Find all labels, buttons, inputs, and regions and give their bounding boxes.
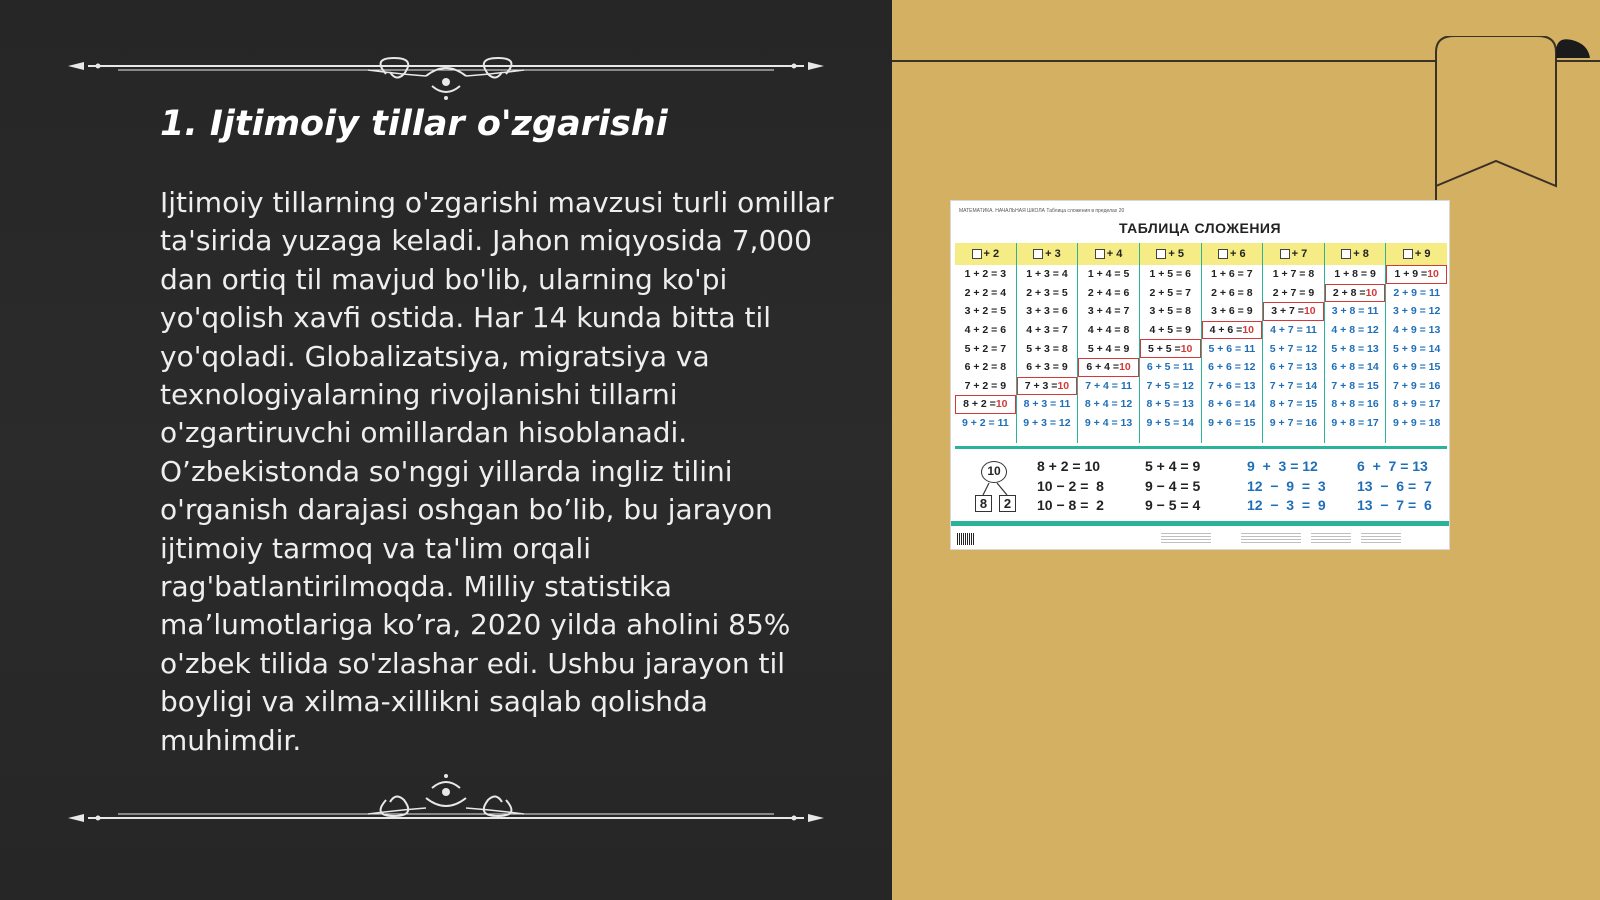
fine-print	[1241, 533, 1301, 543]
table-cell: 9 + 6 = 15	[1208, 417, 1256, 430]
table-cell: 7 + 5 = 12	[1146, 379, 1194, 392]
column-header	[1386, 243, 1447, 265]
table-column	[1017, 243, 1079, 443]
table-cell: 3 + 9 = 12	[1393, 305, 1441, 318]
table-cell: 2 + 8 = 10	[1325, 284, 1386, 303]
table-cell: 1 + 9 = 10	[1386, 265, 1447, 284]
table-cell: 4 + 6 = 10	[1202, 321, 1263, 340]
table-cell: 3 + 8 = 11	[1331, 305, 1379, 318]
table-column	[1140, 243, 1202, 443]
table-cell: 1 + 7 = 8	[1272, 268, 1315, 281]
table-column	[1202, 243, 1264, 443]
number-tree	[969, 453, 1015, 519]
table-cell: 9 + 9 = 18	[1393, 417, 1441, 430]
equation-line: 10 − 2 = 8	[1037, 477, 1104, 494]
column-header-label: + 4	[1106, 248, 1123, 260]
table-cell: 6 + 5 = 11	[1146, 361, 1194, 374]
table-cell: 8 + 4 = 12	[1084, 398, 1133, 411]
table-cell: 6 + 8 = 14	[1331, 361, 1379, 374]
column-header	[1017, 243, 1078, 265]
table-cell: 1 + 4 = 5	[1087, 268, 1130, 281]
table-cell: 9 + 3 = 12	[1023, 417, 1071, 430]
column-header	[1325, 243, 1386, 265]
table-cell: 2 + 4 = 6	[1087, 286, 1130, 299]
checkbox-icon	[1033, 249, 1043, 259]
table-cell: 7 + 2 = 9	[964, 379, 1007, 392]
checkbox-icon	[1095, 249, 1105, 259]
column-header	[955, 243, 1016, 265]
table-cell: 3 + 7 = 10	[1263, 302, 1324, 321]
column-header	[1078, 243, 1139, 265]
column-header-label: + 7	[1291, 248, 1308, 260]
table-column	[1078, 243, 1140, 443]
table-cell: 2 + 7 = 9	[1272, 286, 1315, 299]
table-cell: 2 + 3 = 5	[1026, 286, 1068, 299]
table-cell: 9 + 5 = 14	[1146, 417, 1194, 430]
checkbox-icon	[1156, 249, 1166, 259]
table-cell: 7 + 7 = 14	[1269, 379, 1318, 392]
table-cell: 2 + 2 = 4	[964, 286, 1007, 299]
table-cell: 1 + 6 = 7	[1211, 268, 1253, 281]
column-header	[1263, 243, 1324, 265]
table-cell: 5 + 8 = 13	[1331, 342, 1379, 355]
table-cell: 6 + 3 = 9	[1026, 361, 1068, 374]
tree-right-number: 2	[999, 495, 1016, 512]
addition-grid	[955, 243, 1447, 443]
equation-line: 9 − 5 = 4	[1145, 497, 1201, 513]
fine-print	[1311, 533, 1351, 543]
poster-footer-bar	[951, 521, 1449, 526]
table-cell: 4 + 2 = 6	[964, 324, 1007, 337]
table-cell: 7 + 8 = 15	[1331, 379, 1379, 392]
poster-title: ТАБЛИЦА СЛОЖЕНИЯ	[1118, 220, 1282, 236]
table-cell: 7 + 4 = 11	[1085, 379, 1132, 392]
table-cell: 5 + 6 = 11	[1208, 342, 1256, 355]
table-cell: 7 + 6 = 13	[1208, 379, 1256, 392]
poster-separator	[955, 446, 1447, 449]
table-cell: 6 + 6 = 12	[1208, 361, 1256, 374]
top-ornament-divider	[68, 40, 824, 100]
checkbox-icon	[1341, 249, 1351, 259]
checkbox-icon	[1280, 249, 1290, 259]
column-header-label: + 3	[1045, 248, 1061, 260]
equation-line: 9 − 4 = 5	[1145, 477, 1201, 494]
table-cell: 6 + 9 = 15	[1393, 361, 1441, 374]
equation-group	[1145, 457, 1200, 516]
table-column	[1386, 243, 1447, 443]
column-header-label: + 9	[1414, 248, 1431, 260]
tree-top-number: 10	[981, 461, 1007, 483]
fine-print	[1361, 533, 1401, 543]
table-cell: 5 + 4 = 9	[1087, 342, 1130, 355]
table-column	[955, 243, 1017, 443]
bottom-ornament-divider	[68, 770, 824, 830]
table-cell: 4 + 5 = 9	[1149, 324, 1191, 337]
checkbox-icon	[1403, 249, 1413, 259]
table-column	[1325, 243, 1387, 443]
table-cell: 8 + 6 = 14	[1208, 398, 1256, 411]
table-cell: 2 + 5 = 7	[1149, 286, 1191, 299]
table-cell: 3 + 2 = 5	[964, 305, 1007, 318]
equation-line: 9 + 3 = 12	[1247, 458, 1318, 474]
table-cell: 5 + 9 = 14	[1393, 342, 1441, 355]
table-cell: 2 + 9 = 11	[1393, 286, 1441, 299]
table-cell: 4 + 7 = 11	[1270, 324, 1317, 337]
table-cell: 8 + 8 = 16	[1331, 398, 1379, 411]
addition-table-image	[950, 200, 1450, 550]
table-cell: 9 + 7 = 16	[1269, 417, 1318, 430]
table-cell: 4 + 3 = 7	[1026, 324, 1068, 337]
poster-header-small: МАТЕМАТИКА. НАЧАЛЬНАЯ ШКОЛА Таблица сложения в пределах 20	[959, 208, 1125, 214]
table-cell: 8 + 9 = 17	[1393, 398, 1441, 411]
table-cell: 9 + 8 = 17	[1331, 417, 1379, 430]
table-cell: 7 + 9 = 16	[1393, 379, 1441, 392]
table-cell: 1 + 3 = 4	[1026, 268, 1068, 281]
table-cell: 5 + 2 = 7	[964, 342, 1007, 355]
equation-line: 5 + 4 = 9	[1145, 458, 1201, 474]
equation-line: 13 − 7 = 6	[1357, 497, 1432, 513]
poster-examples	[955, 451, 1447, 521]
table-cell: 3 + 3 = 6	[1026, 305, 1068, 318]
table-cell: 8 + 7 = 15	[1269, 398, 1318, 411]
equation-line: 6 + 7 = 13	[1357, 458, 1428, 474]
table-cell: 8 + 5 = 13	[1146, 398, 1194, 411]
checkbox-icon	[972, 249, 982, 259]
table-cell: 5 + 5 = 10	[1140, 339, 1201, 358]
table-cell: 3 + 4 = 7	[1087, 305, 1130, 318]
table-cell: 5 + 3 = 8	[1026, 342, 1068, 355]
equation-group	[1247, 457, 1326, 516]
table-cell: 3 + 5 = 8	[1149, 305, 1191, 318]
equation-line: 8 + 2 = 10	[1037, 458, 1101, 474]
column-header-label: + 6	[1230, 248, 1246, 260]
table-cell: 7 + 3 = 10	[1017, 377, 1078, 396]
barcode-icon	[957, 533, 975, 545]
table-cell: 6 + 4 = 10	[1078, 358, 1139, 377]
equation-group	[1357, 457, 1432, 516]
table-column	[1263, 243, 1325, 443]
slide-body-text: Ijtimoiy tillarning o'zgarishi mavzusi turli omillar ta'sirida yuzaga keladi. Jahon miqyosida 7,000 dan ortiq til mavjud bo'lib, ularning ko'pi yo'qolish xavfi ostida. Har 14 kunda bitta til yo'qoladi. Globalizatsiya, migratsiya va texnologiyalarning rivojlanishi tillarni o'zgartiruvchi omillardan hisoblanadi. O’zbekistonda so'nggi yillarda ingliz tilini o'rganish darajasi oshgan bo’lib, bu jarayon ijtimoiy tarmoq va ta'lim orqali rag'batlantirilmoqda. Milliy statistika ma’lumotlariga ko’ra, 2020 yilda aholini 85% o'zbek tilida so'zlashar edi. Ushbu jarayon til boyligi va xilma-xillikni saqlab qolishda muhimdir.	[160, 186, 834, 757]
column-header	[1202, 243, 1263, 265]
equation-group	[1037, 457, 1104, 516]
poster-footer	[951, 527, 1449, 549]
table-cell: 1 + 8 = 9	[1334, 268, 1376, 281]
table-cell: 5 + 7 = 12	[1269, 342, 1318, 355]
bookmark-icon	[1430, 36, 1600, 206]
fine-print	[1161, 533, 1211, 543]
column-header-label: + 8	[1353, 248, 1369, 260]
column-header-label: + 5	[1168, 248, 1184, 260]
table-cell: 4 + 9 = 13	[1393, 324, 1441, 337]
equation-line: 10 − 8 = 2	[1037, 497, 1104, 513]
table-cell: 9 + 4 = 13	[1084, 417, 1133, 430]
table-cell: 3 + 6 = 9	[1211, 305, 1253, 318]
slide-title: 1. Ijtimoiy tillar o'zgarishi	[160, 104, 668, 144]
equation-line: 12 − 3 = 9	[1247, 497, 1326, 513]
tree-left-number: 8	[975, 495, 992, 512]
equation-line: 12 − 9 = 3	[1247, 477, 1326, 494]
table-cell: 9 + 2 = 11	[961, 417, 1009, 430]
table-cell: 2 + 6 = 8	[1211, 286, 1253, 299]
equation-line: 13 − 6 = 7	[1357, 477, 1432, 494]
column-header-label: + 2	[983, 248, 1000, 260]
table-cell: 1 + 2 = 3	[964, 268, 1007, 281]
table-cell: 8 + 3 = 11	[1023, 398, 1071, 411]
table-cell: 1 + 5 = 6	[1149, 268, 1191, 281]
checkbox-icon	[1218, 249, 1228, 259]
table-cell: 4 + 4 = 8	[1087, 324, 1130, 337]
table-cell: 6 + 7 = 13	[1269, 361, 1318, 374]
column-header	[1140, 243, 1201, 265]
table-cell: 8 + 2 = 10	[955, 395, 1016, 414]
table-cell: 6 + 2 = 8	[964, 361, 1007, 374]
table-cell: 4 + 8 = 12	[1331, 324, 1379, 337]
